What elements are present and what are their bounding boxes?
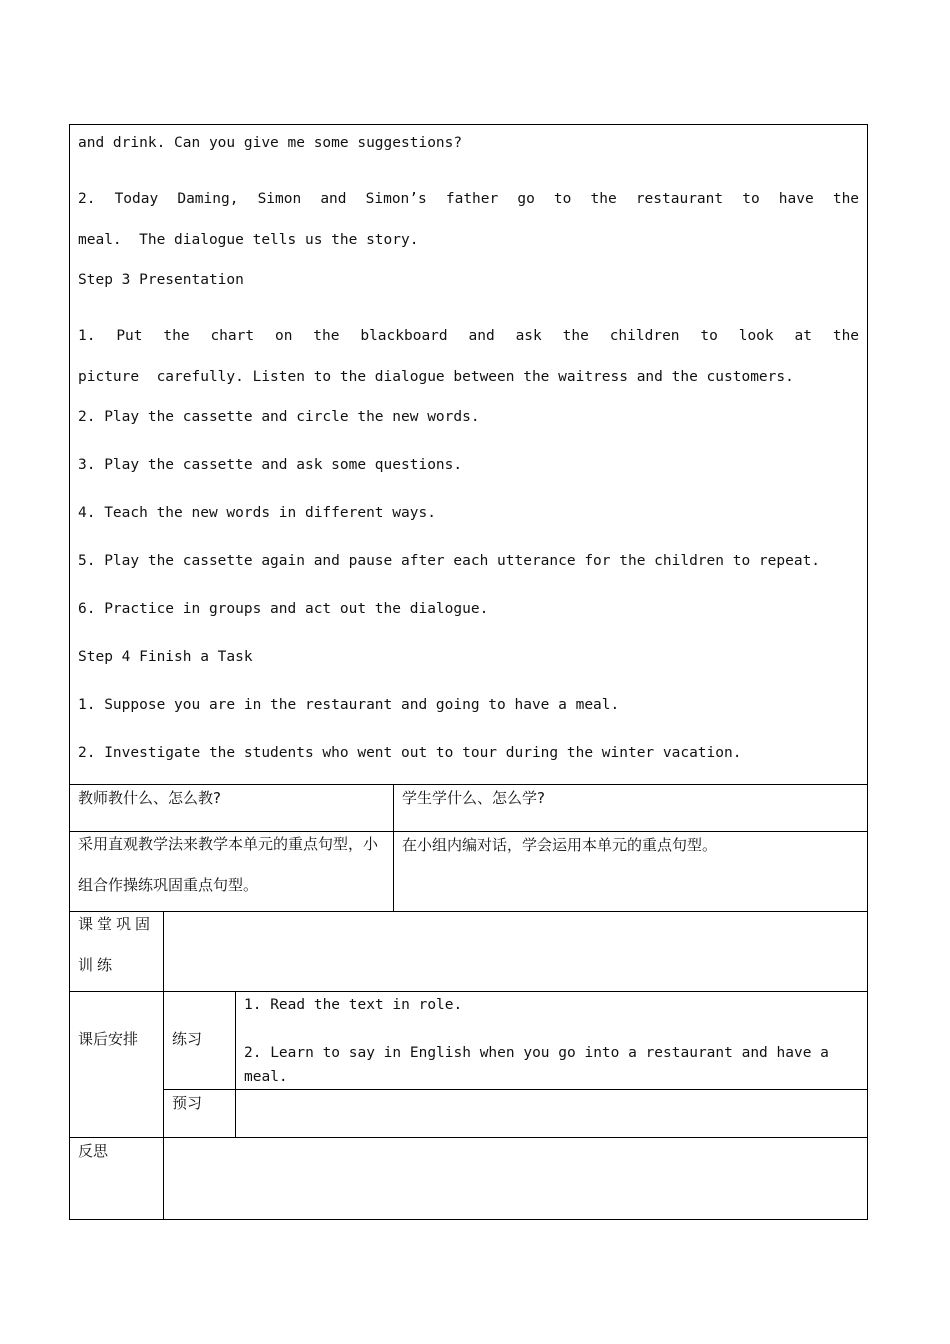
paragraph: 3. Play the cassette and ask some questions. bbox=[78, 457, 463, 473]
preview-row bbox=[70, 1090, 868, 1138]
paragraph: 2. Investigate the students who went out to tour during the winter vacation. bbox=[78, 745, 742, 761]
preview-label: 预习 bbox=[172, 1094, 203, 1112]
preview-content-cell bbox=[236, 1090, 868, 1138]
teacher-content: 采用直观教学法来教学本单元的重点句型，小组合作操练巩固重点句型。 bbox=[78, 835, 379, 894]
practice-label-cell bbox=[164, 992, 236, 1090]
reflection-row bbox=[70, 1138, 868, 1220]
student-content: 在小组内编对话，学会运用本单元的重点句型。 bbox=[402, 836, 718, 854]
paragraph: 1. Suppose you are in the restaurant and going to have a meal. bbox=[78, 697, 620, 713]
paragraph: 6. Practice in groups and act out the dialogue. bbox=[78, 601, 489, 617]
practice-row bbox=[70, 992, 868, 1090]
teacher-content-cell bbox=[70, 832, 394, 912]
consolidation-label: 课堂巩固训练 bbox=[78, 915, 155, 974]
teaching-steps-cell bbox=[70, 125, 877, 785]
consolidation-row bbox=[70, 912, 868, 992]
step-heading: Step 4 Finish a Task bbox=[78, 649, 253, 665]
lesson-plan-table bbox=[69, 124, 877, 1220]
consolidation-label-cell bbox=[70, 912, 164, 992]
step-heading: Step 3 Presentation bbox=[78, 272, 244, 288]
practice-item: 1. Read the text in role. bbox=[244, 997, 463, 1013]
student-header: 学生学什么、怎么学? bbox=[402, 789, 545, 807]
teaching-steps-row bbox=[70, 125, 868, 785]
preview-label-cell bbox=[164, 1090, 236, 1138]
paragraph: 2. Today Daming, Simon and Simon’s father go to the restaurant to have the meal. The dialogue tells us the story. bbox=[78, 191, 877, 248]
paragraph: 4. Teach the new words in different ways. bbox=[78, 505, 436, 521]
after-class-label: 课后安排 bbox=[78, 1030, 139, 1048]
reflection-label-cell bbox=[70, 1138, 164, 1220]
paragraph: 1. Put the chart on the blackboard and ask the children to look at the picture carefully. Listen to the dialogue between the waitress and the customers. bbox=[78, 328, 877, 385]
practice-item: 2. Learn to say in English when you go into a restaurant and have a meal. bbox=[244, 1045, 838, 1085]
reflection-content-cell bbox=[164, 1138, 868, 1220]
method-row bbox=[70, 832, 868, 912]
practice-content-cell bbox=[236, 992, 868, 1090]
student-content-cell bbox=[394, 832, 868, 912]
after-class-label-cell bbox=[70, 992, 164, 1138]
teacher-header: 教师教什么、怎么教? bbox=[78, 789, 221, 807]
reflection-label: 反思 bbox=[78, 1142, 109, 1160]
student-header-cell bbox=[394, 785, 868, 832]
consolidation-content-cell bbox=[164, 912, 868, 992]
practice-label: 练习 bbox=[172, 1030, 203, 1048]
paragraph: 2. Play the cassette and circle the new words. bbox=[78, 409, 480, 425]
paragraph: 5. Play the cassette again and pause after each utterance for the children to repeat. bbox=[78, 553, 821, 569]
paragraph: and drink. Can you give me some suggestions? bbox=[78, 135, 463, 151]
